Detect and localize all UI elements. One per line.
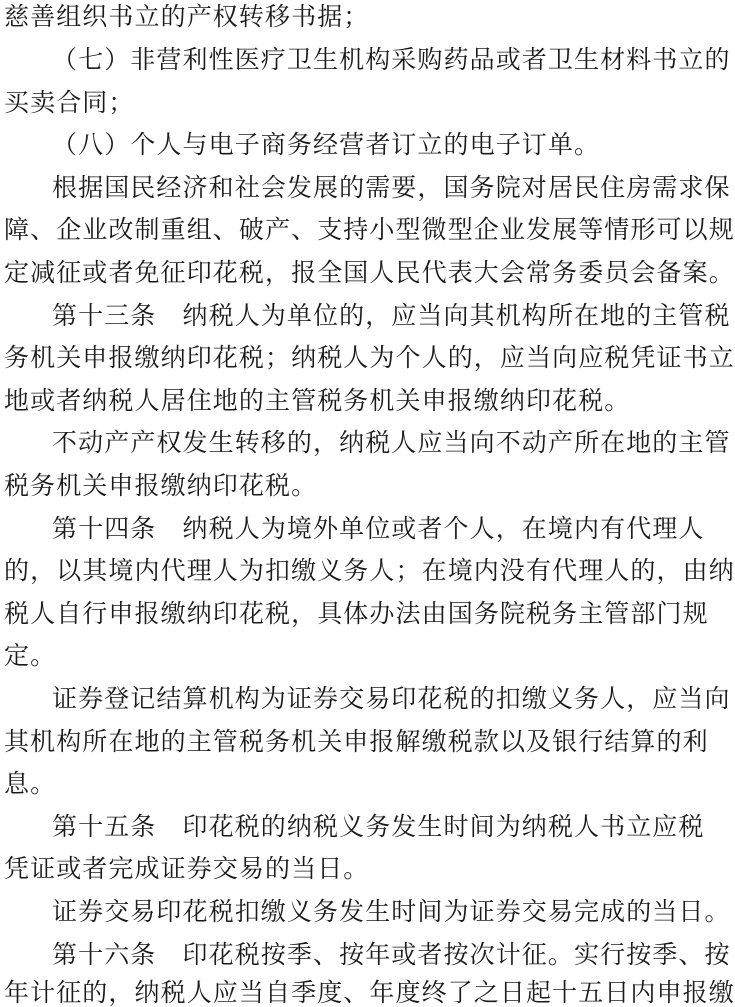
text-line: 定减征或者免征印花税，报全国人民代表大会常务委员会备案。 — [4, 258, 735, 287]
text-line: 务机关申报缴纳印花税；纳税人为个人的，应当向应税凭证书立 — [4, 343, 735, 372]
text-line: 买卖合同； — [4, 88, 135, 117]
text-line: 不动产产权发生转移的，纳税人应当向不动产所在地的主管 — [52, 428, 731, 457]
text-line: 证券登记结算机构为证券交易印花税的扣缴义务人，应当向 — [52, 684, 731, 713]
text-line: 第十四条 纳税人为境外单位或者个人，在境内有代理人 — [52, 514, 705, 543]
text-line: （八）个人与电子商务经营者订立的电子订单。 — [52, 130, 601, 159]
text-line: 障、企业改制重组、破产、支持小型微型企业发展等情形可以规 — [4, 215, 735, 244]
text-line: 的，以其境内代理人为扣缴义务人；在境内没有代理人的，由纳 — [4, 556, 735, 585]
text-line: 定。 — [4, 641, 57, 670]
text-line: 年计征的，纳税人应当自季度、年度终了之日起十五日内申报缴 — [4, 978, 735, 1007]
text-line: 地或者纳税人居住地的主管税务机关申报缴纳印花税。 — [4, 386, 631, 415]
text-line: 税务机关申报缴纳印花税。 — [4, 471, 318, 500]
text-line: 第十五条 印花税的纳税义务发生时间为纳税人书立应税 — [52, 812, 705, 841]
text-line: 根据国民经济和社会发展的需要，国务院对居民住房需求保 — [52, 173, 731, 202]
text-line: 第十六条 印花税按季、按年或者按次计征。实行按季、按 — [52, 940, 731, 969]
text-line: 证券交易印花税扣缴义务发生时间为证券交易完成的当日。 — [52, 897, 731, 926]
text-line: 息。 — [4, 769, 57, 798]
text-line: 凭证或者完成证券交易的当日。 — [4, 854, 370, 883]
text-line: 税人自行申报缴纳印花税，具体办法由国务院税务主管部门规 — [4, 599, 709, 628]
text-line: 第十三条 纳税人为单位的，应当向其机构所在地的主管税 — [52, 301, 731, 330]
text-line: 慈善组织书立的产权转移书据； — [4, 2, 370, 31]
text-line: 其机构所在地的主管税务机关申报解缴税款以及银行结算的利 — [4, 727, 709, 756]
text-line: （七）非营利性医疗卫生机构采购药品或者卫生材料书立的 — [52, 45, 731, 74]
